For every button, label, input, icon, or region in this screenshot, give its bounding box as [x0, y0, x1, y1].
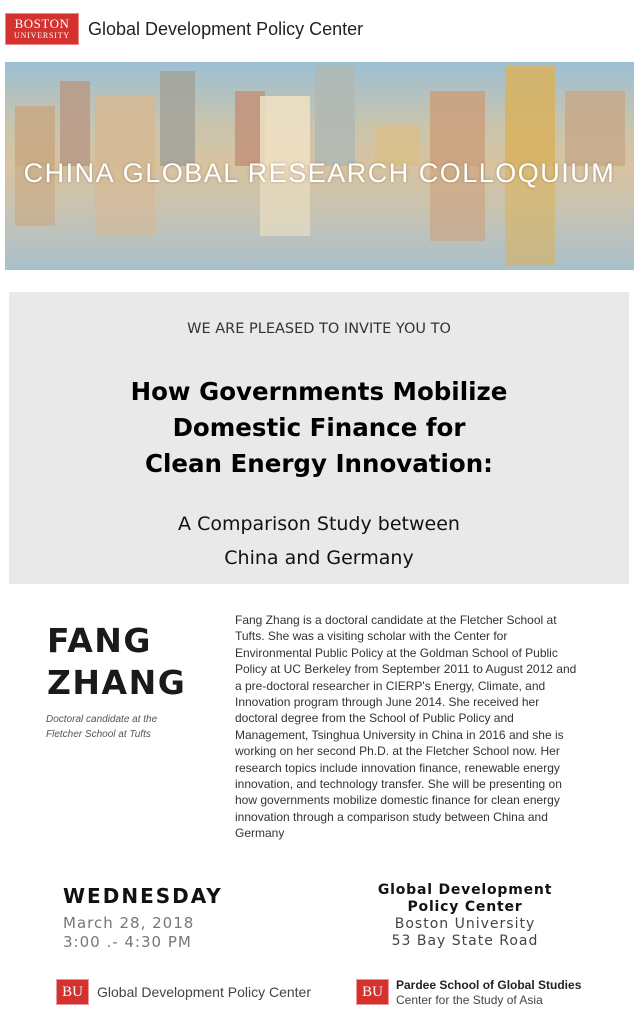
footer-logo-pardee-line2: Center for the Study of Asia [396, 993, 543, 1007]
talk-subtitle-line: A Comparison Study between [178, 513, 460, 535]
speaker-last-name: ZHANG [47, 663, 187, 702]
banner-image [5, 62, 634, 270]
talk-title-line: Clean Energy Innovation: [145, 449, 493, 478]
invitation-intro: WE ARE PLEASED TO INVITE YOU TO [187, 321, 451, 337]
banner-title: CHINA GLOBAL RESEARCH COLLOQUIUM [23, 158, 616, 188]
speaker-first-name: FANG [47, 621, 152, 660]
event-day: WEDNESDAY [63, 884, 223, 908]
footer-logo-gdp-text: Global Development Policy Center [97, 984, 311, 1000]
speaker-role-line: Doctoral candidate at the [46, 714, 158, 725]
talk-title-line: How Governments Mobilize [130, 377, 508, 406]
speaker-role [46, 712, 157, 742]
talk-title [9, 374, 629, 482]
talk-title-line: Domestic Finance for [172, 413, 466, 442]
header-title: Global Development Policy Center [88, 19, 364, 39]
invitation-box [9, 292, 629, 584]
talk-subtitle [9, 507, 629, 575]
speaker-bio: Fang Zhang is a doctoral candidate at the Fletcher School at Tufts. She was a visiting scholar with the Center for Environmental Public Policy at the Goldman School of Public Policy at UC Berkeley from September 2011 to August 2012 and a pre-doctoral researcher in CIERP's Energy, Climate, and Innovation program through June 2014. She received her doctoral degree from the School of Public Policy and Management, Tsinghua University in China in 2016 and she is working on her second Ph.D. at the Fletcher School now. Her research topics include innovation finance, renewable energy innovation, and technology transfer. She will be presenting on how governments mobilize domestic finance for clean energy innovation through a comparison study between China and Germany [235, 613, 577, 841]
boston-university-logo [5, 13, 79, 45]
logo-line2: UNIVERSITY [14, 31, 70, 40]
event-datetime [63, 914, 194, 952]
footer-logo-pardee-line1: Pardee School of Global Studies [396, 978, 582, 992]
speaker-role-line: Fletcher School at Tufts [46, 729, 151, 740]
venue-name-line1: Global Development [377, 882, 553, 898]
bu-mark-icon: BU [56, 979, 89, 1005]
event-time: 3:00 .- 4:30 PM [63, 933, 192, 951]
venue-name-line2: Policy Center [407, 899, 523, 915]
venue-address: 53 Bay State Road [391, 933, 539, 949]
bu-mark-icon: BU [356, 979, 389, 1005]
venue-institution: Boston University [394, 916, 536, 932]
talk-subtitle-line: China and Germany [224, 547, 414, 569]
logo-line1: BOSTON [14, 16, 70, 31]
speaker-name [47, 620, 186, 704]
event-date: March 28, 2018 [63, 914, 195, 932]
header [0, 0, 641, 58]
venue [370, 882, 560, 950]
